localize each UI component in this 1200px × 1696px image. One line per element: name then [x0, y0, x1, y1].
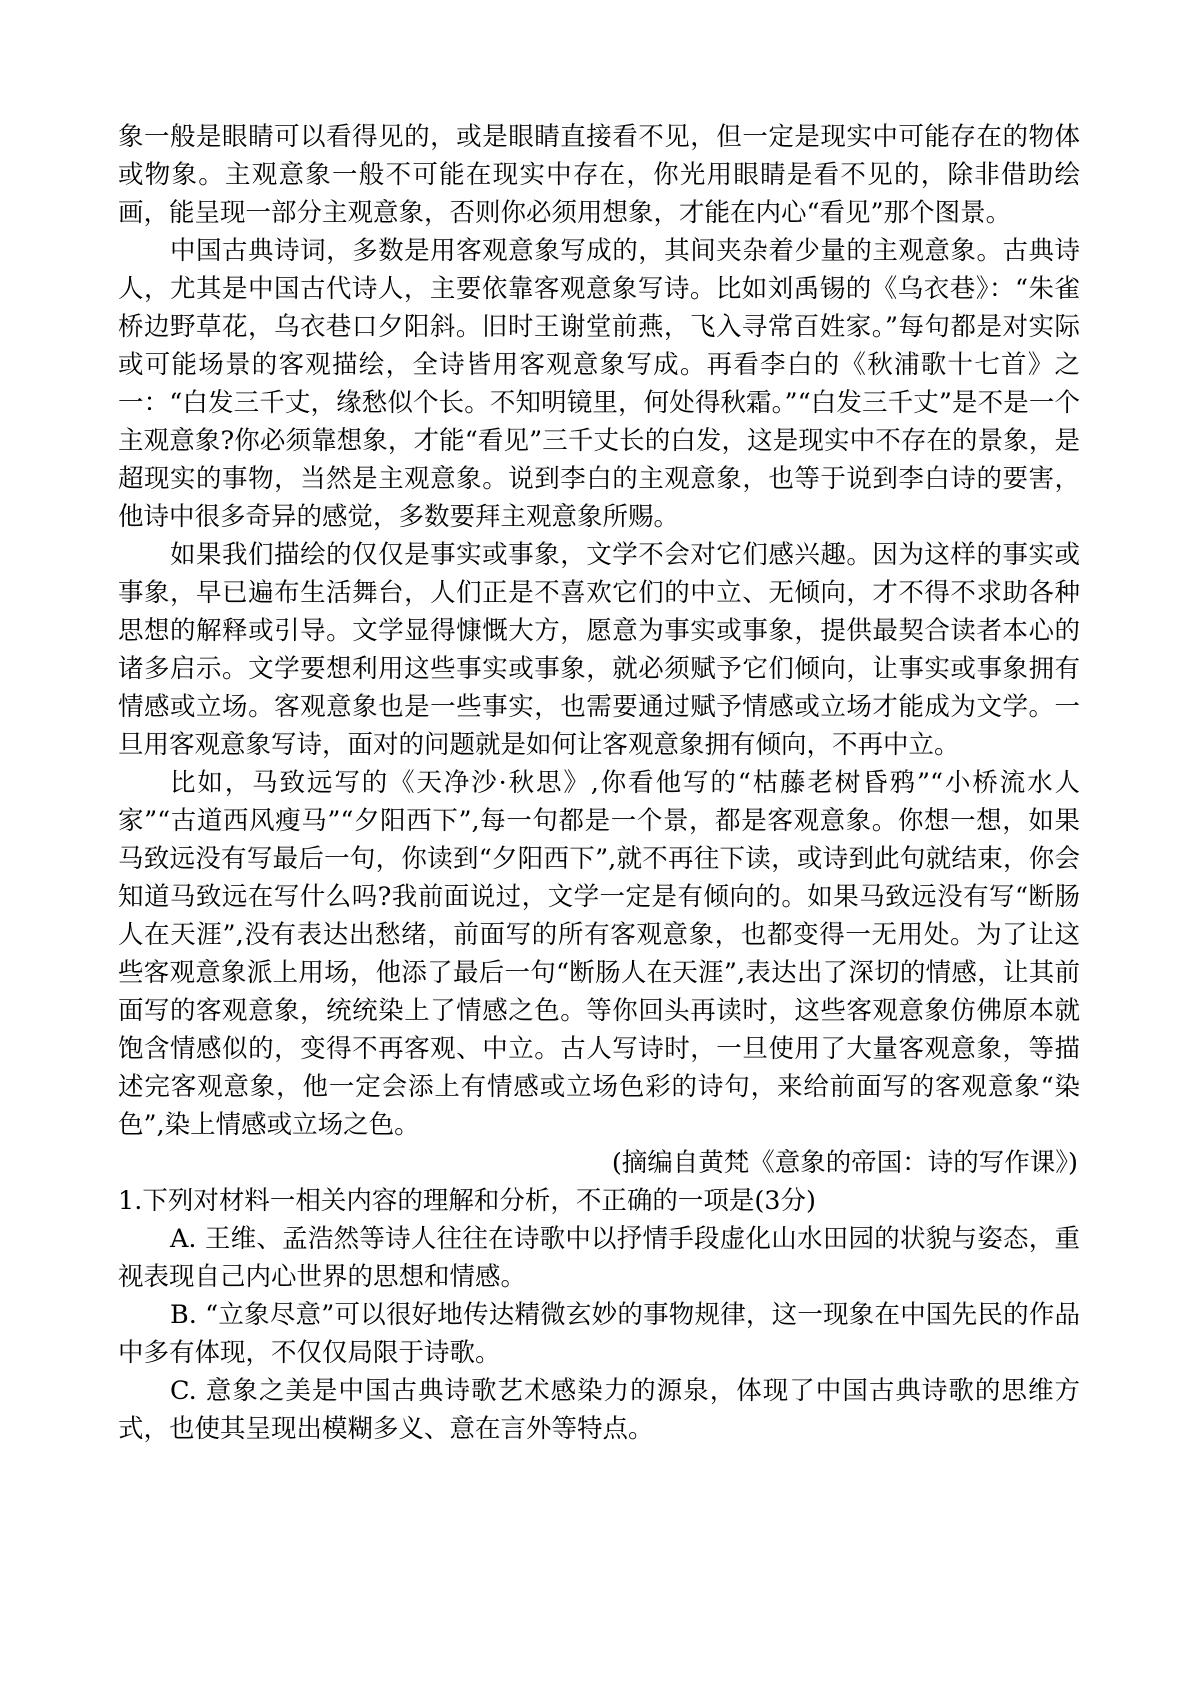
article-paragraph-2: 中国古典诗词，多数是用客观意象写成的，其间夹杂着少量的主观意象。古典诗人，尤其是中国古代诗人，主要依靠客观意象写诗。比如刘禹锡的《乌衣巷》：“朱雀桥边野草花，乌衣巷口夕阳斜。旧时王谢堂前燕，飞入寻常百姓家。”每句都是对实际或可能场景的客观描绘，全诗皆用客观意象写成。再看李白的《秋浦歌十七首》之一：“白发三千丈，缘愁似个长。不知明镜里，何处得秋霜。”“白发三千丈”是不是一个主观意象?你必须靠想象，才能“看见”三千丈长的白发，这是现实中不存在的景象，是超现实的事物，当然是主观意象。说到李白的主观意象，也等于说到李白诗的要害，他诗中很多奇异的感觉，多数要拜主观意象所赐。 [118, 236, 1080, 532]
option-b: B. “立象尽意”可以很好地传达精微玄妙的事物规律，这一现象在中国先民的作品中多有体现，不仅仅局限于诗歌。 [118, 1300, 1080, 1368]
option-a: A. 王维、孟浩然等诗人往往在诗歌中以抒情手段虚化山水田园的状貌与姿态，重视表现自己内心世界的思想和情感。 [118, 1224, 1080, 1292]
article-paragraph-3: 如果我们描绘的仅仅是事实或事象，文学不会对它们感兴趣。因为这样的事实或事象，早已遍布生活舞台，人们正是不喜欢它们的中立、无倾向，才不得不求助各种思想的解释或引导。文学显得慷慨大方，愿意为事实或事象，提供最契合读者本心的诸多启示。文学要想利用这些事实或事象，就必须赋予它们倾向，让事实或事象拥有情感或立场。客观意象也是一些事实，也需要通过赋予情感或立场才能成为文学。一旦用客观意象写诗，面对的问题就是如何让客观意象拥有倾向，不再中立。 [118, 540, 1080, 760]
article-source: (摘编自黄梵《意象的帝国：诗的写作课》) [611, 1148, 1078, 1178]
document-page [118, 118, 1080, 1448]
question-stem: 1.下列对材料一相关内容的理解和分析，不正确的一项是(3分) [118, 1186, 816, 1216]
option-c: C. 意象之美是中国古典诗歌艺术感染力的源泉，体现了中国古典诗歌的思维方式，也使其呈现出模糊多义、意在言外等特点。 [118, 1376, 1080, 1444]
article-paragraph-1: 象一般是眼睛可以看得见的，或是眼睛直接看不见，但一定是现实中可能存在的物体或物象。主观意象一般不可能在现实中存在，你光用眼睛是看不见的，除非借助绘画，能呈现一部分主观意象，否则你必须用想象，才能在内心“看见”那个图景。 [118, 122, 1080, 228]
article-paragraph-4: 比如，马致远写的《天净沙·秋思》,你看他写的“枯藤老树昏鸦”“小桥流水人家”“古道西风瘦马”“夕阳西下”,每一句都是一个景，都是客观意象。你想一想，如果马致远没有写最后一句，你读到“夕阳西下”,就不再往下读，或诗到此句就结束，你会知道马致远在写什么吗?我前面说过，文学一定是有倾向的。如果马致远没有写“断肠人在天涯”,没有表达出愁绪，前面写的所有客观意象，也都变得一无用处。为了让这些客观意象派上用场，他添了最后一句“断肠人在天涯”,表达出了深切的情感，让其前面写的客观意象，统统染上了情感之色。等你回头再读时，这些客观意象仿佛原本就饱含情感似的，变得不再客观、中立。古人写诗时，一旦使用了大量客观意象，等描述完客观意象，他一定会添上有情感或立场色彩的诗句，来给前面写的客观意象“染色”,染上情感或立场之色。 [118, 768, 1080, 1140]
